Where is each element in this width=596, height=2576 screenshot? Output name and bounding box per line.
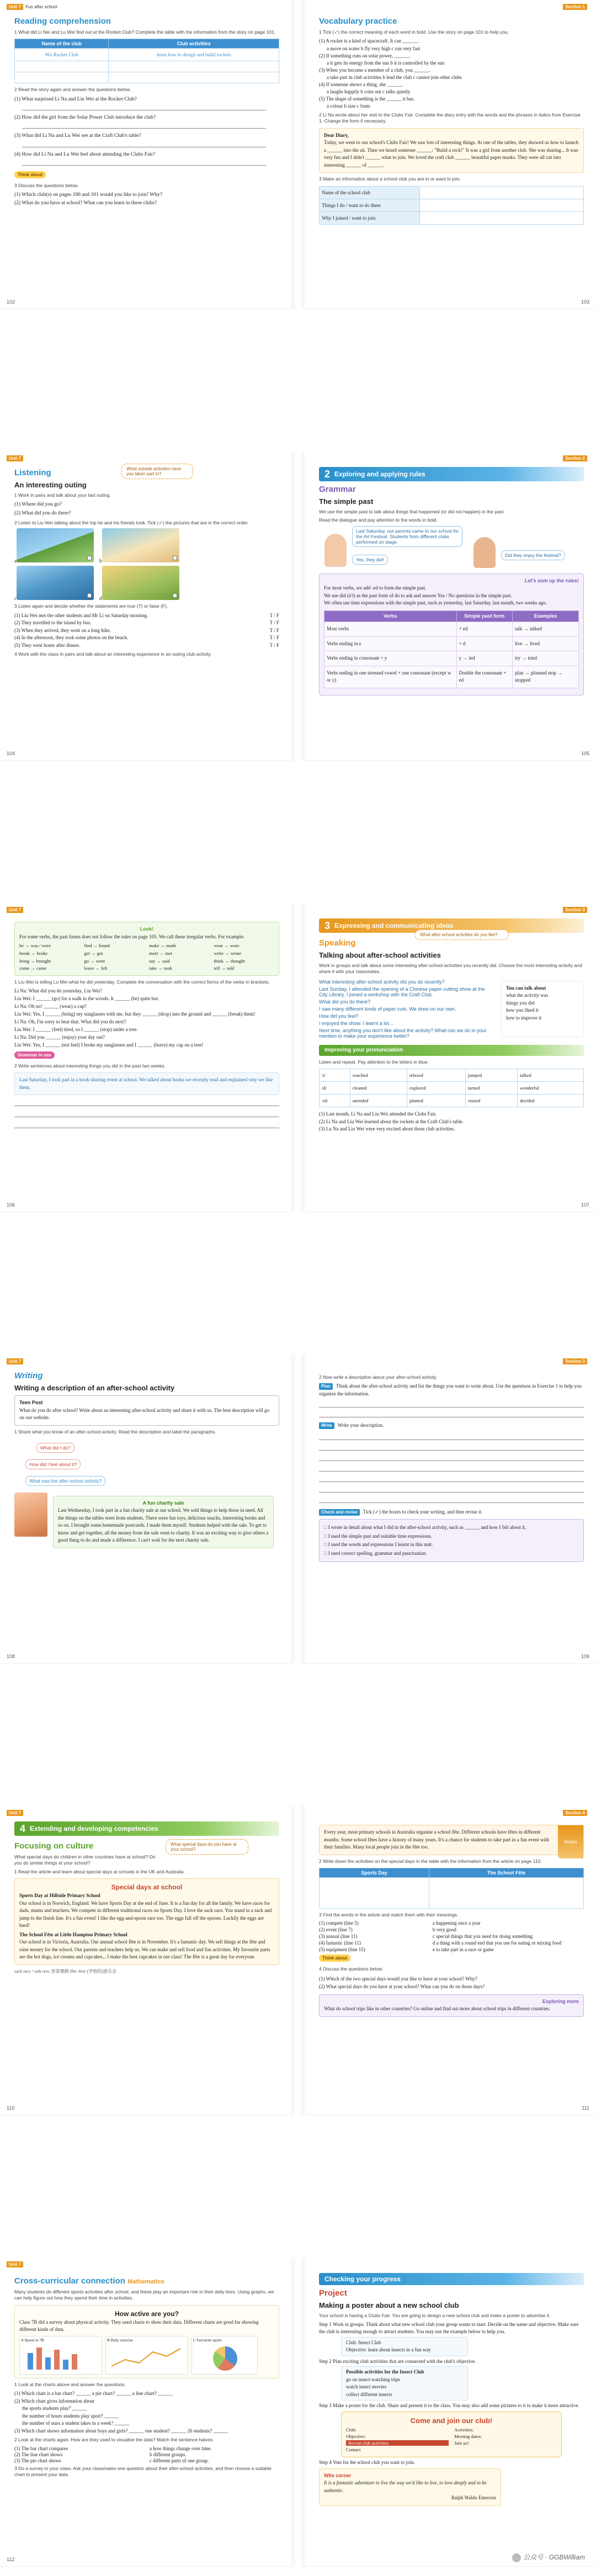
section-band: 2 Exploring and applying rules bbox=[319, 467, 584, 481]
chart-bar bbox=[63, 2360, 68, 2370]
club-info-table: Name of the school club Things I do / want to do there Why I joined / want to join bbox=[319, 186, 584, 225]
line-chart-svg bbox=[109, 2344, 186, 2372]
page-112: Unit 7 Cross-curricular connection Mathematics Many students do different sports activities after school, and these play an important role in their daily lives. Using graphs, we can help figure out how they spend their time in activities. How active are you? Class 7B did a survey about physical activity. They used charts to show their data. Different charts are good for showing different kinds of data. A Sports in 7B B Daily exercise C Favourite sports 1 Look at the charts above and answer the questions. (1) Which chart is a bar chart? ______ a pie chart? ______ a line chart? ______ (2) Which chart gives information about the sports students play? ______ the number of hours students play sport? ______ the number of stars a student takes in a week? ______ (3) Which chart shows information about boys and girls? ______ one student? ______ 26 students? ______ 2 Look at the charts again. How are they used to visualise the data? Match the sentence halves. (1) The bar chart compares a how things change over time. (2) The line chart shows b different groups. (3) The pie chart shows c different parts of one group. 3 Do a survey in your class. Ask your classmates one question about their after-school activities, and then choose a suitable chart to present your data. 112 bbox=[0, 2258, 291, 2567]
speaking-dialogue: What interesting after-school activity did you do recently? Last Sunday, I attended the opening of a Chinese paper-cutting show at the City Library. I joined a workshop with the Craft Club. What did you do there? I saw many different kinds of paper cuts. We drew on our own. How did you feel? I enjoyed the show. I learnt a lot... Next time, anything you don't like about the activity? What can we do in your mention to make your experience better? bbox=[319, 979, 487, 1039]
paragraph-label[interactable]: How did I feel about it? bbox=[25, 1459, 81, 1469]
unit-tag: Unit 7 Fun after school bbox=[7, 4, 57, 9]
gutter bbox=[291, 0, 305, 309]
section-title: Reading comprehension bbox=[14, 17, 111, 26]
clubs-table: Name of the club Club activities Wu Rocket Club learn how to design and build rockets bbox=[14, 39, 279, 83]
page-number: 103 bbox=[581, 299, 589, 305]
matching-list: (1) compete (line 5) a happening once a year (2) event (line 7) b very good (3) annual (line 11) c special things that you need for doing something (4) fantastic (line 11) d a thing with a round end that you use for eating or mixing food (5) equipment (line 15) e to take part in a race or game bbox=[319, 1920, 562, 1953]
question-list: (1) What surprised Li Na and Lin Wei at the Rocket Club? (2) How did the girl from the Solar Power Club introduce the club? (3) What did Li Na and Lu Wei see at the Craft Club's table? (4) How did Li Na and Lu Wei feel about attending the Clubs Fair? bbox=[14, 95, 279, 169]
page-111: Section 4 Notes Every year, most primary schools in Australia organise a school fête. Different schools have fêtes in different months. Some school fêtes have a history of many years. It's a chance for students to take part in a fun event with their families. Many local people join in the fête too. 2 Write down the activities on the special days in the table with the information from the article on page 110. Sports Day The School Fête 3 Find the words in the article and match them with their meanings. (1) compete (line 5) a happening once a year (2) event (line 7) b very good (3) annual (line 11) c special things that you need for doing something (4) fantastic (line 11) d a thing with a round end that you use for eating or mixing food (5) equipment (line 15) e to take part in a race or game Think about 4 Discuss the questions below. (1) Which of the two special days would you like to have at your school? Why? (2) What special days do you have at your school? What can you do on those days? Exploring more What do school trips like in other countries? Go online and find out more about school trips in different countries. 111 bbox=[319, 1810, 589, 2111]
paragraph-label[interactable]: What did I do? bbox=[36, 1443, 74, 1453]
spread-3 bbox=[0, 903, 596, 1212]
page-105: Section 2 2 Exploring and applying rules Grammar The simple past We use the simple past to talk about things that happened (or did not happen) in the past. Read the dialogue and pay attention to the words in bold. Last Saturday, our parents came to our school for the Art Festival. Students from different clubs performed on stage. Yes, they did! Did they enjoy the festival? Let's sum up the rules! For most verbs, we add -ed to form the simple past. We use did (n't) as the past form of do to ask and answer Yes / No questions in the simple past. We often use time expressions with the simple past, such as yesterday, last Saturday, last month, two weeks ago. Verbs Simple past form Examples Most verbs + ed talk → talked Verbs ending in e + d live → lived Verbs ending in consonant + y y → ied try → tried Verbs ending in one stressed vowel + one consonant (except w or y) Double the consonant + ed plan → planned stop → stopped 105 bbox=[319, 456, 589, 756]
page-102: Unit 7 Fun after school Reading comprehension 1 What did Li Nei and Lu Wei find out at the Rocket Club? Complete the table with the information from the story on page 101. Name of the club Club activities Wu Rocket Club learn how to design and build rockets 2 Read the story again and answer the questions below. (1) What surprised Li Na and Lin Wei at the Rocket Club? (2) How did the girl from the Solar Power Club introduce the club? (3) What did Li Na and Lu Wei see at the Craft Club's table? (4) How did Li Na and Lu Wei feel about attending the Clubs Fair? Think about 3 Discuss the questions below. (1) Which club(s) on pages 100 and 101 would you like to join? Why? (2) What do you have at school? What can you learn in these clubs? 102 bbox=[0, 0, 291, 309]
diary-box: Dear Diary, Today, we went to our school's Clubs Fair! We saw lots of interesting things. At one of the tables, they showed us how to launch a ______ into the air. Then we heard someone ______: "Build a rock!" It was a girl from another club. She was sharing... It was very fun and I didn't ______ what to join. We loved the craft club ______ beautiful paper masks. They were all cut into interesting ______ of ______. bbox=[319, 128, 584, 173]
tick-box[interactable] bbox=[173, 556, 177, 560]
look-box: Look! For some verbs, the past forms does not follow the rules on page 105. We call these irregular verbs. For example: be → was / were find → found make → made wear → wore break → broke get → got meet → met write → wrote bring → brought go → went say → said think → thought come → came leave → left take → took tell → told bbox=[14, 922, 279, 976]
paragraph-label[interactable]: What was the after-school activity? bbox=[25, 1476, 105, 1486]
speech-bubble: Yes, they did! bbox=[352, 555, 388, 565]
think-bubble: What outside activities have you taken part in? bbox=[121, 464, 193, 479]
tick-box[interactable] bbox=[87, 593, 92, 598]
chart-bar bbox=[28, 2353, 33, 2370]
section-title: Listening bbox=[14, 468, 51, 477]
writing-checklist: □ I wrote in detail about what I did in the after-school activity, such as ______ and how I felt about it. □ I used the simple past and suitable time expressions. □ I used the words and expressions I learnt in this unit. □ I used correct spelling, grammar and punctuation. bbox=[319, 1519, 584, 1562]
picture-row: a b bbox=[14, 528, 279, 564]
boy-illustration bbox=[324, 534, 347, 567]
talk-about-cloud: You can talk about what the activity was things you did how you liked it how to improve it bbox=[501, 981, 584, 1037]
chart-bar bbox=[45, 2357, 51, 2370]
answer-cell[interactable] bbox=[109, 72, 279, 83]
teen-post-box: Teen Post What do you do after school? Write about an interesting after-school activity and share it with us. The best description will go on our website. bbox=[14, 1395, 279, 1426]
dialogue-area bbox=[319, 526, 584, 570]
wechat-icon bbox=[512, 2553, 521, 2562]
spread-6 bbox=[0, 2258, 596, 2567]
speech-bubble: Last Saturday, our parents came to our school for the Art Festival. Students from different clubs performed on stage. bbox=[352, 526, 462, 547]
charity-photo bbox=[14, 1493, 47, 1537]
photo-boat bbox=[17, 566, 94, 600]
grammar-in-use-badge: Grammar in use bbox=[14, 1051, 55, 1059]
answer-cell[interactable] bbox=[109, 61, 279, 72]
page-107: Section 3 3 Expressing and communicating ideas Speaking What after-school activities do you like? Talking about after-school activities Work in groups and talk about some interesting after-school activities you recently did. Choose the most interesting activity and share it with your classmates. What interesting after-school activity did you do recently? Last Sunday, I attended the opening of a Chinese paper-cutting show at the City Library. I joined a workshop with the Craft Club. What did you do there? I saw many different kinds of paper cuts. We drew on our own. How did you feel? I enjoyed the show. I learnt a lot... Next time, anything you don't like about the activity? What can we do in your mention to make your experience better? You can talk about what the activity was things you did how you liked it how to improve it Improving your pronunciation Listen and repeat. Pay attention to the letters in blue. /t/ watched relaxed jumped talked /d/ cleaned explored turned wonderful /ɪd/ attended planted visited decided (1) Last month, Li Na and Liu Wei attended the Clubs Fair. (2) Li Na and Liu Wei learned about the rockets at the Craft Club's table. (3) Lu Na and Liu Wei were very excited about those club activities. 107 bbox=[319, 907, 589, 1208]
rules-box: Let's sum up the rules! For most verbs, we add -ed to form the simple past. We use did (n't) as the past form of do to ask and answer Yes / No questions in the simple past. We often use time expressions with the simple past, such as yesterday, last Saturday, last month, two weeks ago. Verbs Simple past form Examples Most verbs + ed talk → talked Verbs ending in e + d live → lived Verbs ending in consonant + y y → ied try → tried Verbs ending in one stressed vowel + one consonant (except w or y) Double the consonant + ed plan → planned stop → stopped bbox=[319, 573, 584, 695]
photo-beach-walk bbox=[17, 528, 94, 562]
speech-bubble: Did they enjoy the festival? bbox=[501, 550, 565, 560]
bar-chart: A Sports in 7B bbox=[19, 2336, 102, 2375]
photo-group bbox=[102, 566, 179, 600]
special-days-table: Sports Day The School Fête bbox=[319, 1868, 584, 1909]
exploring-more-box: Exploring more What do school trips like in other countries? Go online and find out more about school trips in different countries. bbox=[319, 1994, 584, 2017]
page-108: Unit 7 Writing Writing a description of an after-school activity Teen Post What do you do after school? Write about an interesting after-school activity and share it with us. The best description will go on our website. 1 Share what you know of an after-school activity. Read the description and label the paragraphs. What did I do? How did I feel about it? What was the after-school activity? A fun charity sale Last Wednesday, I took part in a fun charity sale at our school. We sold things to help those in need. All the things on the tables were from students. There were fun toys, delicious snacks, interesting books and so on. I brought some homemade postcards. I made them myself. Students helped with the sale. To get to know and get together, all the money from the sale went to charity. It was an exciting way to give others a good thing to do and made a difference. I can't wait for the next charity sale. 108 bbox=[0, 1355, 291, 1664]
watermark: 公众号 · GGBWilliam bbox=[512, 2552, 585, 2562]
chart-bar bbox=[72, 2354, 77, 2370]
notes-box: Notes Every year, most primary schools in Australia organise a school fête. Different schools have fêtes in different months. Some school fêtes have a history of many years. It's a chance for students to take part in a fun event with their families. Many local people join in the fête too. bbox=[319, 1825, 584, 1855]
instruction: 1 What did Li Nei and Lu Wei find out at the Rocket Club? Complete the table with the information from the story on page 101. bbox=[14, 29, 276, 35]
chart-bar bbox=[36, 2347, 42, 2370]
page-110: Unit 7 4 Extending and developing competencies Focusing on culture What special days do you have at your school? What special days do children in other countries have at school? Do you do similar things at your school? 1 Read the article and learn about special days at schools in the UK and Australia. Special days at school Sports Day at Hillside Primary School Our school is in Norwich, England. We have Sports Day at the end of June. It is a fun day for all the family. We have races for dads, mums and teachers. We compete in different traditional races on Sports Day. I love the sack race. You stand in a sack and jump to the finish line. It's a fun event! I like the egg-and-spoon race too. The eggs fall off the spoons. Luckily the eggs are hard! The School Fête at Little Hampton Primary School Our school is in Victoria, Australia. Our annual school fête is in November. It's a fantastic day. We sell things at the fête and raise money for the school. Our parents and teachers help us. We can make and sell food and fun activities. My favourite parts are the hot dogs, ice creams and cupcakes... I make the best cupcakes in our class! The fête is a great day for everyone. sack race /ˈsæk reɪs/ 套袋赛跑 fête /feɪt/ (学校的)游乐会 110 bbox=[0, 1806, 291, 2115]
page-109: Section 3 2 Now write a description about your after-school activity. Plan Think about the after-school activity and list the things you want to write about. Use the questions in Exercise 1 to help you organize the information. Write Write your description. Check and revise Tick (✓) the boxes to check your writing, and then revise it. □ I wrote in detail about what I did in the after-school activity, such as ______ and how I felt about it. □ I used the simple past and suitable time expressions. □ I used the words and expressions I learnt in this unit. □ I used correct spelling, grammar and punctuation. 109 bbox=[305, 1355, 596, 1664]
line-chart: B Daily exercise bbox=[105, 2336, 188, 2375]
survey-card: How active are you? Class 7B did a survey about physical activity. They used charts to show their data. Different charts are good for showing different kinds of data. A Sports in 7B B Daily exercise C Favourite sports bbox=[14, 2305, 279, 2378]
tick-box[interactable] bbox=[173, 593, 177, 598]
chart-bar bbox=[54, 2350, 60, 2370]
spread-5 bbox=[0, 1806, 596, 2115]
spread-4 bbox=[0, 1355, 596, 1664]
page-113: Checking your progress Project Making a poster about a new school club Your school is having a Clubs Fair. You are going to design a new school club and make a poster to advertise it. Step 1 Work in groups. Think about what new school club your group wants to start. Decide on the name and objective. Make sure the club is interesting enough to attract students. You may use the example below to help you. Club: Insect Club Objective: learn about insects in a fun way Step 2 Plan exciting club activities that are connected with the club's objective. Possible activities for the Insect Club go on insect-watching trips watch insect movies collect different insects Step 3 Make a poster for the club. Share and present it to the class. You may also add some pictures to it to make it more attractive. Come and join our club! Club: Activities: Objective: Meeting dates: Recent club activities Join us! Contact Step 4 Vote for the school club you want to join. Wits corner It is a fantastic adventure to live the way we'd like to live, to love deeply and to be authentic. Ralph Waldo Emerson 公众号 · GGBWilliam bbox=[305, 2258, 596, 2567]
charity-article: A fun charity sale Last Wednesday, I took part in a fun charity sale at our school. We sold things to help those in need. All the things on the tables were from students. There were fun toys, delicious snacks, interesting books and so on. I brought some homemade postcards. I made them myself. Students helped with the sale. To get to know and get together, all the money from the sale went to charity. It was an exciting way to give others a good thing to do and made a difference. I can't wait for the next charity sale. bbox=[53, 1496, 274, 1548]
conversation: Li Na: What did you do yesterday, Liu Wei? Liu Wei: I ______ (go) for a walk in the woods. It ______ (be) quite hot. Li Na: Oh no! ______ (wear) a cap? Liu Wei: Yes, I ______ (bring) my sunglasses with me, but they ______ (drop) into the ground and ______ (break) them! Li Na: Oh, I'm sorry to hear that. What did you do next? Liu Wei: I ______ (feel) tired, so I ______ (stop) under a tree. Li Na: Did you ______ (enjoy) your day out? Liu Wei: Yes, I ______ (not feel) I broke my sunglasses and I ______ (leave) my cap on a tree! bbox=[14, 988, 256, 1048]
special-days-article: Special days at school Sports Day at Hillside Primary School Our school is in Norwich, England. We have Sports Day at the end of June. It is a fun day for all the family. We have races for dads, mums and teachers. We compete in different traditional races on Sports Day. I love the sack race. You stand in a sack and jump to the finish line. It's a fun event! I like the egg-and-spoon race too. The eggs fall off the spoons. Luckily the eggs are hard! The School Fête at Little Hampton Primary School Our school is in Victoria, Australia. Our annual school fête is in November. It's a fantastic day. We sell things at the fête and raise money for the school. Our parents and teachers help us. We can make and sell food and fun activities. My favourite parts are the hot dogs, ice creams and cupcakes... I make the best cupcakes in our class! The fête is a great day for everyone. bbox=[14, 1878, 279, 1965]
answer-cell[interactable] bbox=[15, 72, 109, 83]
section-title: Vocabulary practice bbox=[319, 17, 397, 26]
club-poster: Come and join our club! Club: Activities: Objective: Meeting dates: Recent club activities Join us! Contact bbox=[341, 2412, 562, 2457]
girl-illustration bbox=[473, 537, 496, 568]
tick-box[interactable] bbox=[87, 556, 92, 560]
wits-corner: Wits corner It is a fantastic adventure to live the way we'd like to live, to love deeply and to be authentic. Ralph Waldo Emerson bbox=[319, 2468, 501, 2506]
pie-chart-disc bbox=[213, 2346, 237, 2371]
grammar-table: Verbs Simple past form Examples Most verbs + ed talk → talked Verbs ending in e + d live → lived Verbs ending in consonant + y y → ied try → tried Verbs ending in one stressed vowel + one consonant (except w or y) Double the consonant + ed plan → planned stop → stopped bbox=[324, 610, 579, 688]
page-104: Unit 7 Listening What outside activities have you taken part in? An interesting outing 1 Work in pairs and talk about your last outing. (1) Where did you go? (2) What did you do there? 2 Listen to Liu Wei talking about the trip he and his friends took. Tick (✓) the pictures that are in the correct order. a b c d 3 Listen again and decide whether the statements are true (T) or false (F). (1) Liu Wei met the other students and Mr Li on Saturday morning. T / F (2) They travelled to the island by bus. T / F (3) When they arrived, they went on a long hike. T / F (4) In the afternoon, they took some photos on the beach. T / F (5) They went home after dinner. T / F 4 Work with the class in pairs and talk about an interesting experience in an outing club activity. 104 bbox=[7, 456, 279, 756]
irregular-verbs: be → was / were find → found make → made wear → wore break → broke get → got meet → met write → wrote bring → brought go → went say → said think → thought come → came leave → left take → took tell → told bbox=[19, 943, 245, 971]
tips-badge: Think about bbox=[14, 171, 46, 178]
table-cell: Wu Rocket Club bbox=[15, 49, 109, 61]
photo-picnic bbox=[102, 528, 179, 562]
spread-2 bbox=[0, 452, 596, 761]
spread-1 bbox=[0, 0, 596, 309]
page-number: 102 bbox=[7, 299, 15, 305]
answer-cell[interactable] bbox=[15, 61, 109, 72]
page-106: Unit 7 Look! For some verbs, the past forms does not follow the rules on page 105. We call these irregular verbs. For example: be → was / were find → found make → made wear → wore break → broke get → got meet → met write → wrote bring → brought go → went say → said think → thought come → came leave → left take → took tell → told 1 Liu Wei is telling Lu Mei what he did yesterday. Complete the conversation with the correct forms of the verbs in brackets. Li Na: What did you do yesterday, Liu Wei? Liu Wei: I ______ (go) for a walk in the woods. It ______ (be) quite hot. Li Na: Oh no! ______ (wear) a cap? Liu Wei: Yes, I ______ (bring) my sunglasses with me, but they ______ (drop) into the ground and ______ (break) them! Li Na: Oh, I'm sorry to hear that. What did you do next? Liu Wei: I ______ (feel) tired, so I ______ (stop) under a tree. Li Na: Did you ______ (enjoy) your day out? Liu Wei: Yes, I ______ (not feel) I broke my sunglasses and I ______ (leave) my cap on a tree! Grammar in use 2 Write sentences about interesting things you did in the past two weeks. Last Saturday, I took part in a book-sharing event at school. We talked about books we recently read and explained why we like them. 106 bbox=[0, 903, 291, 1212]
pie-chart: C Favourite sports bbox=[191, 2336, 258, 2375]
true-false-list: (1) Liu Wei met the other students and Mr Li on Saturday morning. T / F (2) They travelled to the island by bus. T / F (3) When they arrived, they went on a long hike. T / F (4) In the afternoon, they took some photos on the beach. T / F (5) They went home after dinner. T / F bbox=[14, 612, 279, 648]
vocab-list: (1) A rocket is a kind of spacecraft. It can ______. a move on water b fly very high c run very fast (2) If something runs on solar power, ______. a it gets its energy from the sun b it is controlled by the sun (3) When you become a member of a club, you ______. a take part in club activities b lead the club c cannot join other clubs (4) If someone shows a thing, she ______. a laughs happily b cries out c talks quietly (5) The shape of something is the ______ it has. a colour b size c form bbox=[319, 38, 462, 109]
page-103: Section 1 Vocabulary practice 1 Tick (✓) the correct meaning of each word in bold. Use the story on page 101 to help you. (1) A rocket is a kind of spacecraft. It can ______. a move on water b fly very high c run very fast (2) If something runs on solar power, ______. a it gets its energy from the sun b it is controlled by the sun (3) When you become a member of a club, you ______. a take part in club activities b lead the club c cannot join other clubs (4) If someone shows a thing, she ______. a laughs happily b cries out c talks quietly (5) The shape of something is the ______ it has. a colour b size c form 2 Li Na wrote about her visit to the Clubs Fair. Complete the diary entry with the words and the phrases in italics from Exercise 1. Change the form if necessary. Dear Diary, Today, we went to our school's Clubs Fair! We saw lots of interesting things. At one of the tables, they showed us how to launch a ______ into the air. Then we heard someone ______: "Build a rock!" It was a girl from another club. She was sharing... It was very fun and I didn't ______ what to join. We loved the craft club ______ beautiful paper masks. They were all cut into interesting ______ of ______. 3 Make an information about a school club you are in or want to join. Name of the school club Things I do / want to do there Why I joined / want to join 103 bbox=[319, 4, 589, 305]
pronunciation-table: /t/ watched relaxed jumped talked /d/ cleaned explored turned wonderful /ɪd/ attended planted visited decided bbox=[319, 1069, 584, 1107]
unit-tag: Section 1 bbox=[563, 4, 589, 9]
table-cell: learn how to design and build rockets bbox=[109, 49, 279, 61]
